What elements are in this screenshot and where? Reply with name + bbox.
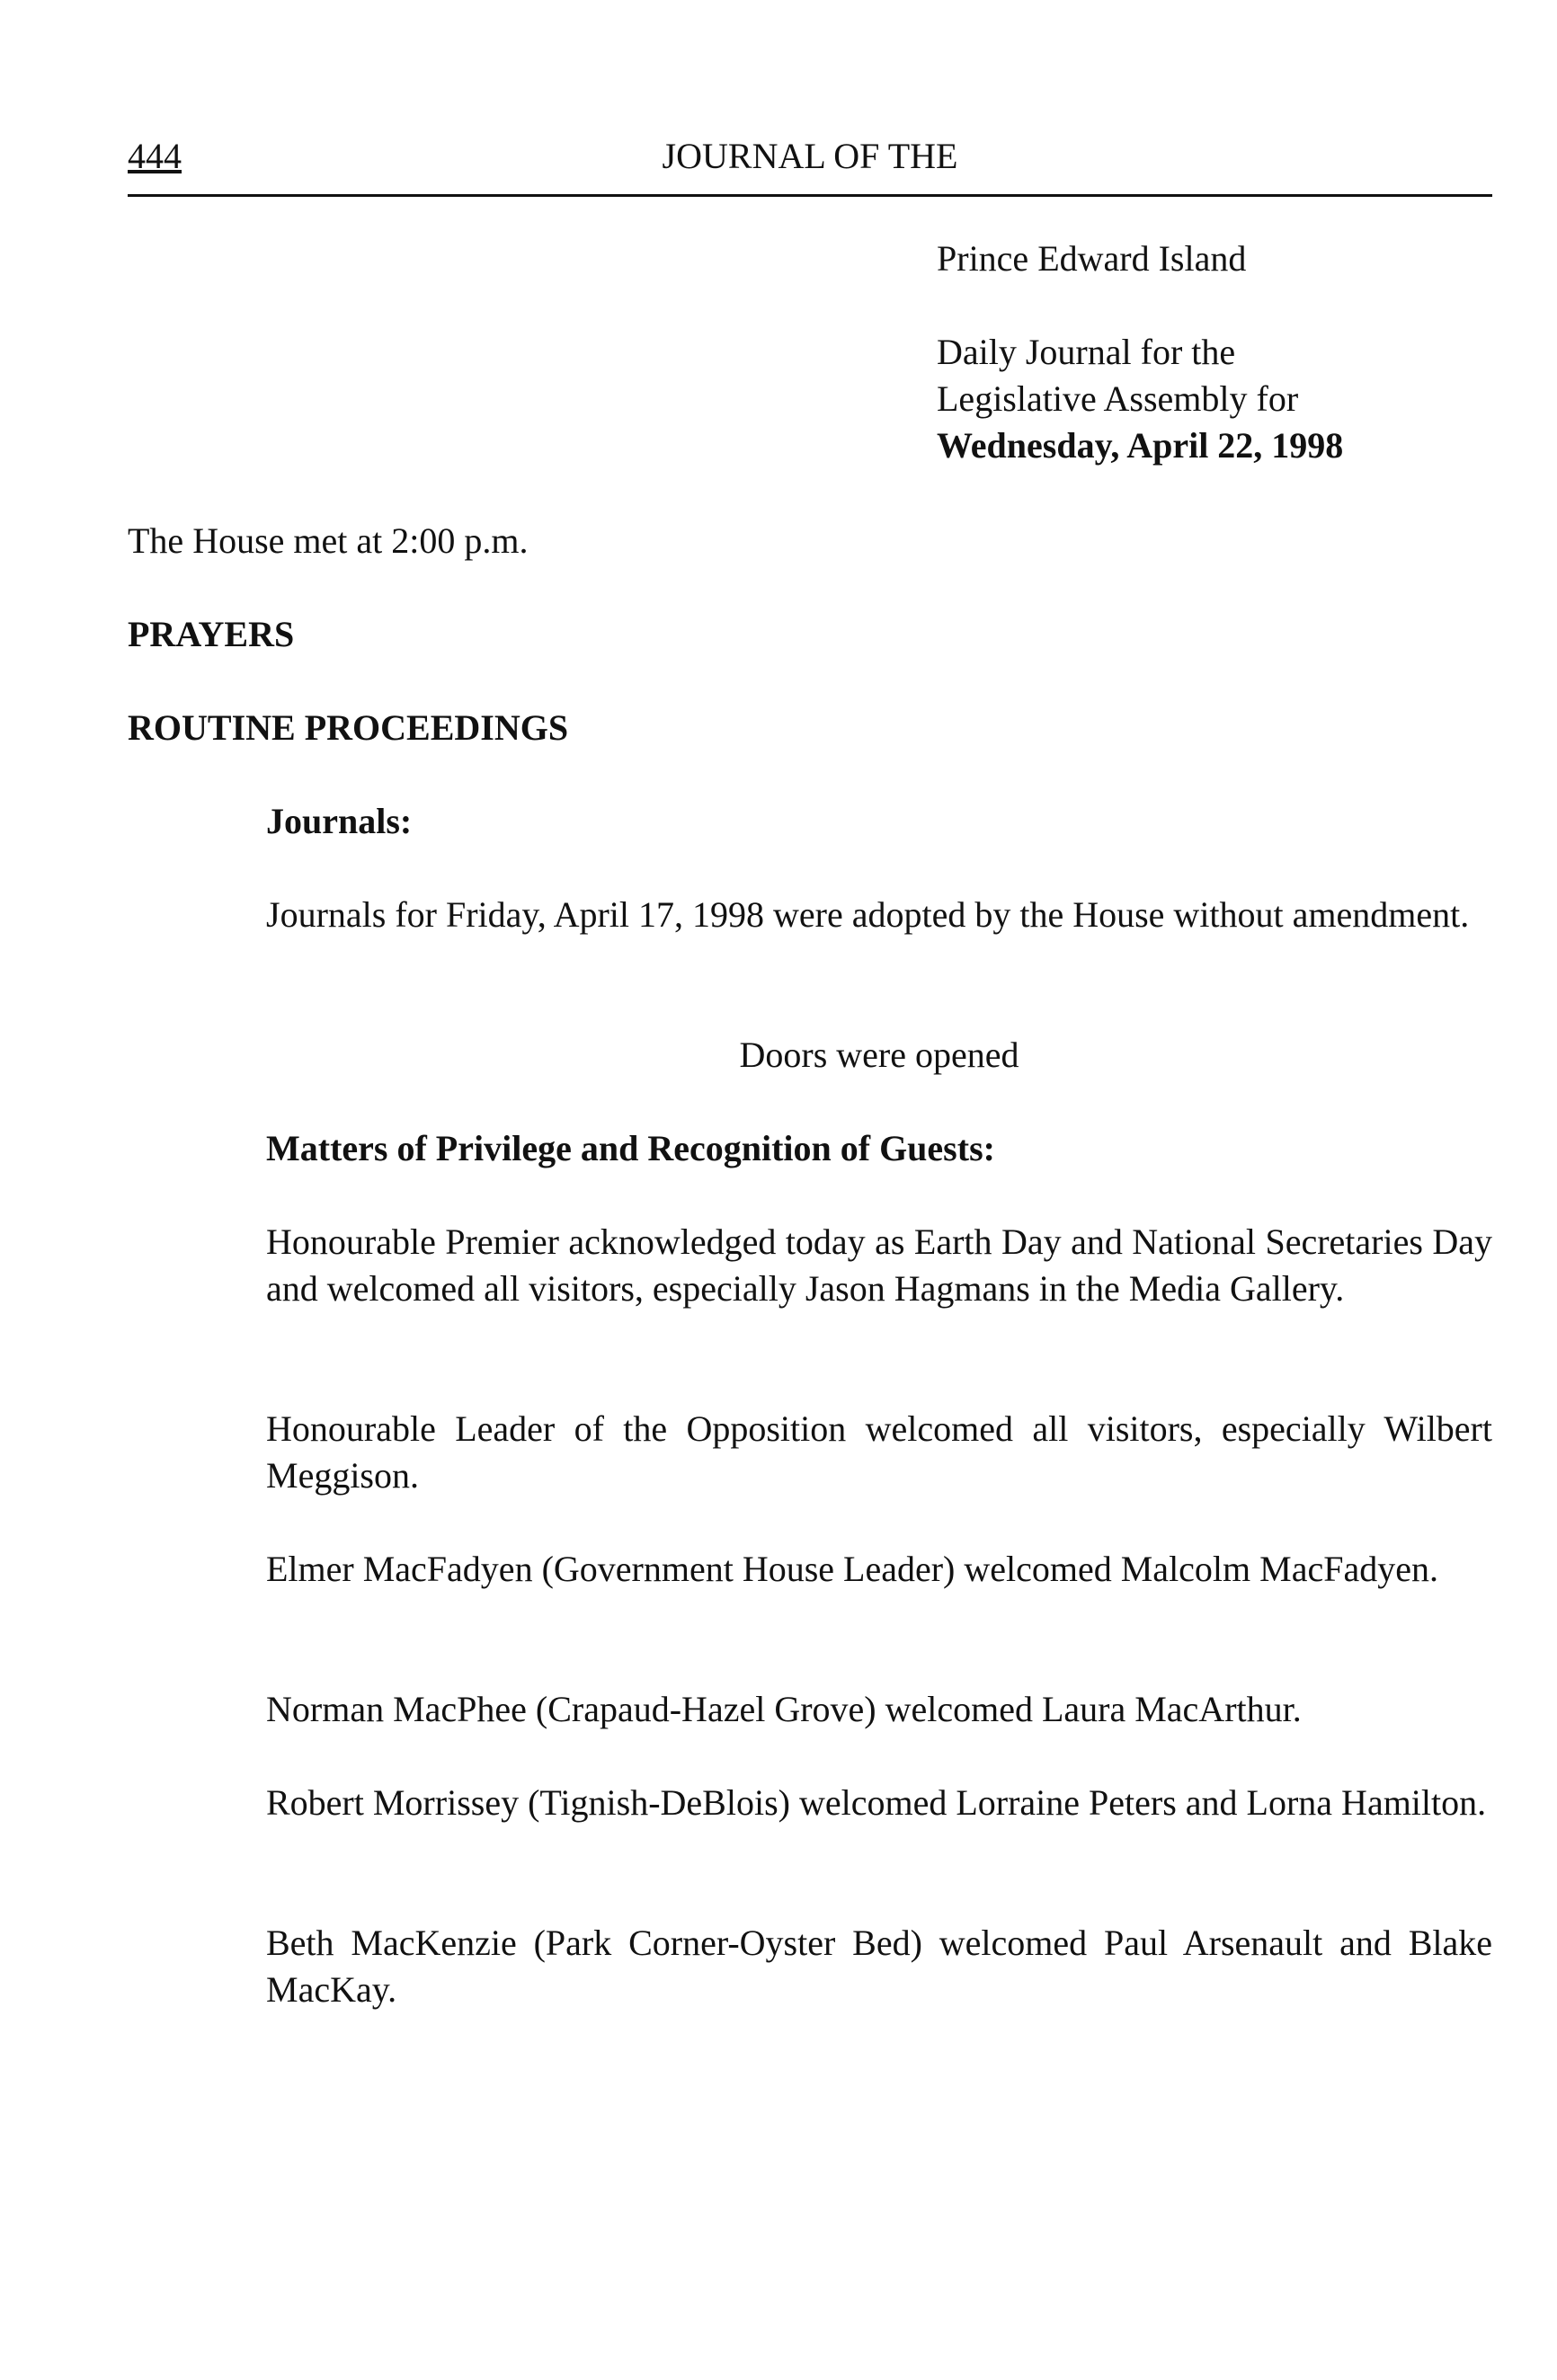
guest-recognition-paragraph: Elmer MacFadyen (Government House Leader) welcomed Malcolm MacFadyen. [266,1549,1438,1589]
journals-paragraph: Journals for Friday, April 17, 1998 were adopted by the House without amendment. [266,894,1470,935]
masthead-line-2: Legislative Assembly for [937,378,1299,419]
running-title: JOURNAL OF THE [662,136,958,176]
page-header [128,135,1492,197]
guest-recognition-paragraph: Honourable Premier acknowledged today as Earth Day and National Secretaries Day and welcomed all visitors, especially Jason Hagmans in the Media Gallery. [266,1221,1492,1309]
guest-recognition-paragraph: Norman MacPhee (Crapaud-Hazel Grove) welcomed Laura MacArthur. [266,1689,1302,1729]
guest-recognition-paragraph: Honourable Leader of the Opposition welcomed all visitors, especially Wilbert Meggison. [266,1408,1492,1496]
house-met-line: The House met at 2:00 p.m. [128,520,529,561]
masthead-line-1: Daily Journal for the [937,332,1236,372]
privilege-heading: Matters of Privilege and Recognition of Guests: [266,1128,995,1168]
prayers-heading: PRAYERS [128,614,295,654]
doors-opened-line: Doors were opened [739,1035,1019,1075]
routine-proceedings-heading: ROUTINE PROCEEDINGS [128,707,569,748]
province-name: Prince Edward Island [937,238,1247,279]
guest-recognition-paragraph: Robert Morrissey (Tignish-DeBlois) welcomed Lorraine Peters and Lorna Hamilton. [266,1782,1487,1823]
sitting-date: Wednesday, April 22, 1998 [937,425,1344,466]
page-number: 444 [128,136,182,176]
journals-heading: Journals: [266,801,413,841]
guest-recognition-paragraph: Beth MacKenzie (Park Corner-Oyster Bed) welcomed Paul Arsenault and Blake MacKay. [266,1923,1492,2010]
